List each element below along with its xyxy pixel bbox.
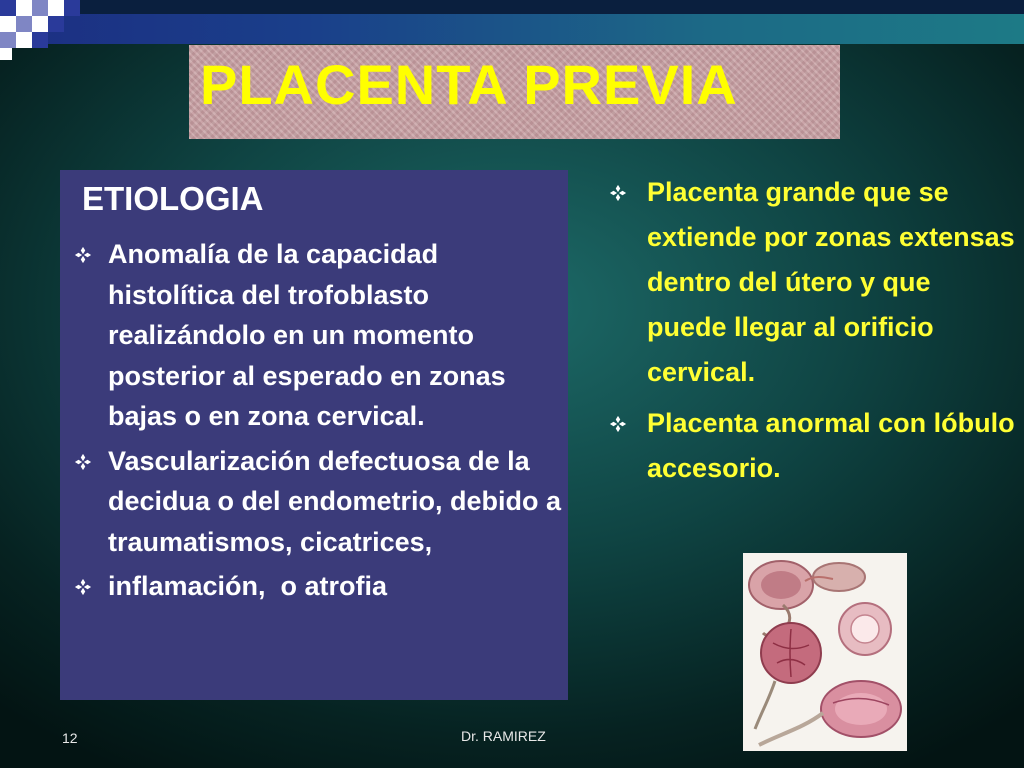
description-list: [605, 170, 1015, 497]
four-diamond-bullet-icon: [609, 184, 627, 202]
list-item: [72, 441, 562, 563]
placenta-drawing: [743, 553, 907, 751]
slide-number: 12: [62, 730, 78, 746]
list-item-text: Anomalía de la capacidad histolítica del trofoblasto realizándolo en un momento posterior al esperado en zonas bajas o en zona cervical.: [108, 239, 506, 431]
corner-checker-decoration: [0, 0, 80, 60]
author-label: Dr. RAMIREZ: [461, 728, 546, 744]
slide-title: PLACENTA PREVIA: [200, 53, 738, 116]
top-band: [0, 14, 1024, 44]
etiology-heading: ETIOLOGIA: [82, 180, 264, 217]
list-item: [72, 566, 562, 607]
list-item-text: inflamación, o atrofia: [108, 571, 388, 601]
four-diamond-bullet-icon: [74, 453, 92, 471]
list-item: [605, 170, 1015, 395]
placenta-illustration: [743, 553, 907, 751]
list-item: [605, 401, 1015, 491]
four-diamond-bullet-icon: [609, 415, 627, 433]
top-band-dark: [0, 0, 1024, 14]
list-item-text: Placenta grande que se extiende por zonas extensas dentro del útero y que puede llegar al orificio cervical.: [647, 177, 1015, 387]
list-item: [72, 234, 562, 437]
four-diamond-bullet-icon: [74, 246, 92, 264]
list-item-text: Vascularización defectuosa de la decidua o del endometrio, debido a traumatismos, cicatrices,: [108, 445, 562, 557]
four-diamond-bullet-icon: [74, 578, 92, 596]
etiology-list: [72, 234, 562, 611]
list-item-text: Placenta anormal con lóbulo accesorio.: [647, 408, 1015, 483]
